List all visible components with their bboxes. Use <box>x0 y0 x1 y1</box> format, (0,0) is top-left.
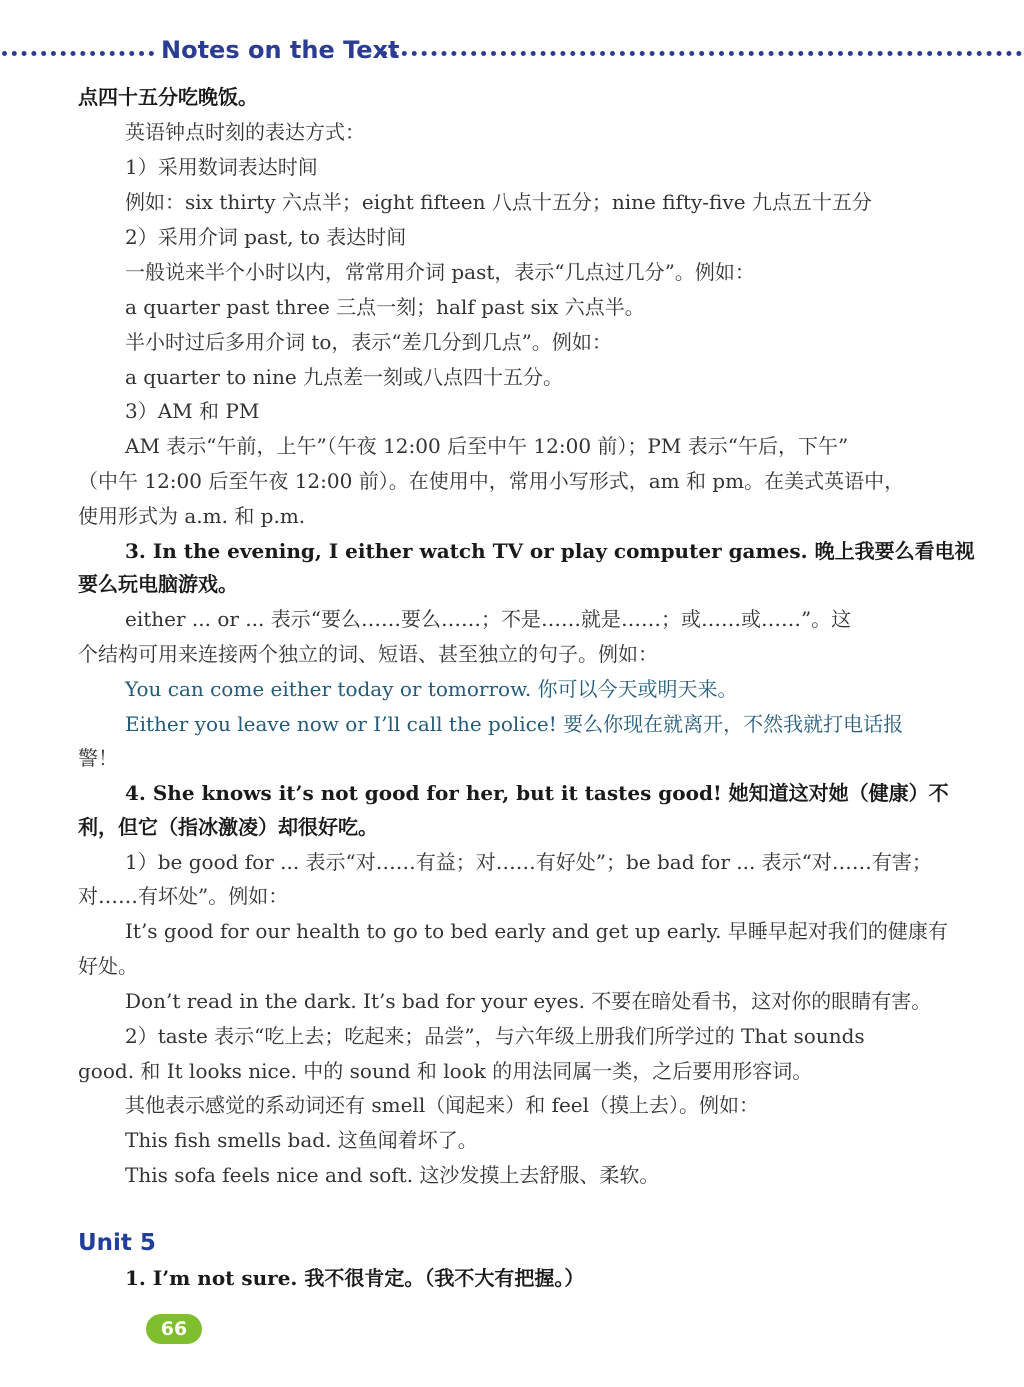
unit-note-1: 1. I’m not sure. 我不很肯定。（我不大有把握。） <box>125 1266 585 1290</box>
text-line: 1）采用数词表达时间 <box>125 155 318 179</box>
text-line: 好处。 <box>78 954 138 978</box>
text-line: 个结构可用来连接两个独立的词、短语、甚至独立的句子。例如： <box>78 642 658 666</box>
text-line: 要么玩电脑游戏。 <box>78 572 238 596</box>
header-dotted-rule-left <box>2 51 154 56</box>
page-number-badge: 66 <box>146 1314 202 1344</box>
text-line: 半小时过后多用介词 to，表示“差几分到几点”。例如： <box>125 330 612 354</box>
text-line: 2）taste 表示“吃上去；吃起来；品尝”，与六年级上册我们所学过的 That sounds <box>125 1024 865 1048</box>
header-dotted-rule-right <box>382 51 1022 56</box>
text-line: AM 表示“午前，上午”（午夜 12:00 后至中午 12:00 前）；PM 表示“午后，下午” <box>125 434 849 458</box>
text-line: （中午 12:00 后至午夜 12:00 前）。在使用中，常用小写形式，am 和 pm。在美式英语中， <box>78 469 905 493</box>
header-title: Notes on the Text <box>161 36 400 64</box>
text-line: 使用形式为 a.m. 和 p.m. <box>78 504 306 528</box>
text-line: 例如：six thirty 六点半；eight fifteen 八点十五分；nine fifty-five 九点五十五分 <box>125 190 872 214</box>
text-line: 其他表示感觉的系动词还有 smell（闻起来）和 feel（摸上去）。例如： <box>125 1093 760 1117</box>
text-line: 1）be good for ... 表示“对……有益；对……有好处”；be bad for ... 表示“对……有害； <box>125 850 932 874</box>
unit-heading: Unit 5 <box>78 1230 156 1256</box>
text-line: good. 和 It looks nice. 中的 sound 和 look 的用法同属一类，之后要用形容词。 <box>78 1059 813 1083</box>
example-sentence: You can come either today or tomorrow. 你可以今天或明天来。 <box>125 677 738 701</box>
example-sentence: It’s good for our health to go to bed early and get up early. 早睡早起对我们的健康有 <box>125 919 948 943</box>
text-line: a quarter to nine 九点差一刻或八点四十五分。 <box>125 365 564 389</box>
note-heading-4: 4. She knows it’s not good for her, but it tastes good! 她知道这对她（健康）不 <box>125 781 949 805</box>
example-sentence: Don’t read in the dark. It’s bad for your eyes. 不要在暗处看书，这对你的眼睛有害。 <box>125 989 932 1013</box>
text-line: 英语钟点时刻的表达方式： <box>125 120 365 144</box>
text-line: 3）AM 和 PM <box>125 399 260 423</box>
text-line: 2）采用介词 past, to 表达时间 <box>125 225 407 249</box>
example-sentence: This fish smells bad. 这鱼闻着坏了。 <box>125 1128 478 1152</box>
text-line: a quarter past three 三点一刻；half past six 六点半。 <box>125 295 645 319</box>
note-heading-3: 3. In the evening, I either watch TV or play computer games. 晚上我要么看电视 <box>125 539 975 563</box>
text-line: 点四十五分吃晚饭。 <box>78 85 258 109</box>
example-sentence: This sofa feels nice and soft. 这沙发摸上去舒服、柔软。 <box>125 1163 660 1187</box>
text-line: 警！ <box>78 746 118 770</box>
text-line: 对……有坏处”。例如： <box>78 884 289 908</box>
text-line: either ... or ... 表示“要么……要么……；不是……就是……；或……或……”。这 <box>125 607 852 631</box>
running-header <box>0 36 1024 70</box>
text-line: 利，但它（指冰激凌）却很好吃。 <box>78 815 378 839</box>
example-sentence: Either you leave now or I’ll call the police! 要么你现在就离开，不然我就打电话报 <box>125 712 904 736</box>
text-line: 一般说来半个小时以内，常常用介词 past，表示“几点过几分”。例如： <box>125 260 755 284</box>
